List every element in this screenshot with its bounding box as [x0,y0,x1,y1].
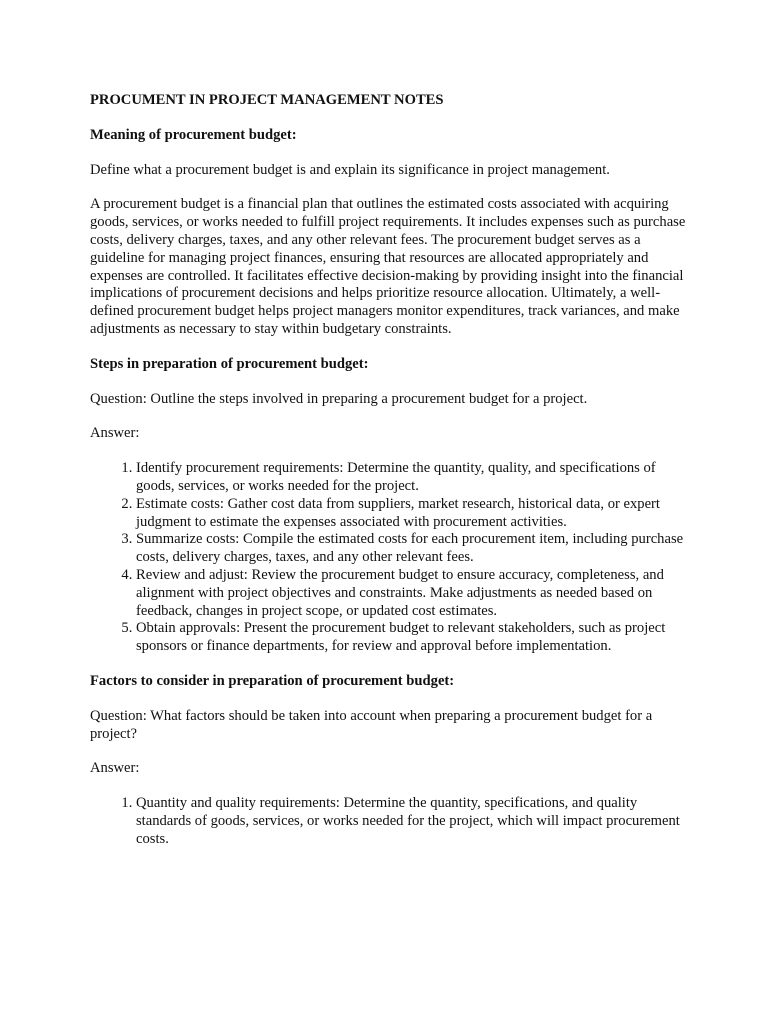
factors-question: Question: What factors should be taken into account when preparing a procurement budget for a project? [90,707,653,742]
list-item: 3. Summarize costs: Compile the estimated costs for each procurement item, including purchase costs, delivery charges, taxes, and any other relevant fees. [136,531,690,567]
section-heading-meaning: Meaning of procurement budget: [90,126,297,143]
document-page [90,92,690,866]
section-heading-steps: Steps in preparation of procurement budget: [90,355,369,372]
steps-answer-label: Answer: [90,425,140,442]
steps-list [90,460,690,656]
factors-list [90,795,690,848]
list-item: 1. Quantity and quality requirements: Determine the quantity, specifications, and quality standards of goods, services, or works needed for the project, which will impact procurement costs. [136,795,690,848]
meaning-body: A procurement budget is a financial plan that outlines the estimated costs associated with acquiring goods, services, or works needed to fulfill project requirements. It includes expenses such as purchase costs, delivery charges, taxes, and any other relevant fees. The procurement budget serves as a guideline for managing project finances, ensuring that resources are allocated appropriately and expenses are controlled. It facilitates effective decision-making by providing insight into the financial implications of procurement decisions and helps prioritize resource allocation. Ultimately, a well-defined procurement budget helps project managers monitor expenditures, track variances, and make adjustments as necessary to stay within budgetary constraints. [90,196,686,337]
steps-question: Question: Outline the steps involved in preparing a procurement budget for a project. [90,390,588,407]
list-item: 4. Review and adjust: Review the procurement budget to ensure accuracy, completeness, and alignment with project objectives and constraints. Make adjustments as needed based on feedback, changes in project scope, or updated cost estimates. [136,567,690,620]
list-item: 5. Obtain approvals: Present the procurement budget to relevant stakeholders, such as project sponsors or finance departments, for review and approval before implementation. [136,620,690,656]
section-factors [90,673,690,849]
list-item: 1. Identify procurement requirements: Determine the quantity, quality, and specifications of goods, services, or works needed for the project. [136,460,690,496]
section-steps [90,356,690,656]
section-heading-factors: Factors to consider in preparation of procurement budget: [90,672,455,689]
document-title: PROCUMENT IN PROJECT MANAGEMENT NOTES [90,92,444,108]
section-meaning [90,127,690,339]
list-item: 2. Estimate costs: Gather cost data from suppliers, market research, historical data, or expert judgment to estimate the expenses associated with procurement activities. [136,496,690,532]
factors-answer-label: Answer: [90,760,140,777]
meaning-prompt: Define what a procurement budget is and explain its significance in project management. [90,161,610,178]
